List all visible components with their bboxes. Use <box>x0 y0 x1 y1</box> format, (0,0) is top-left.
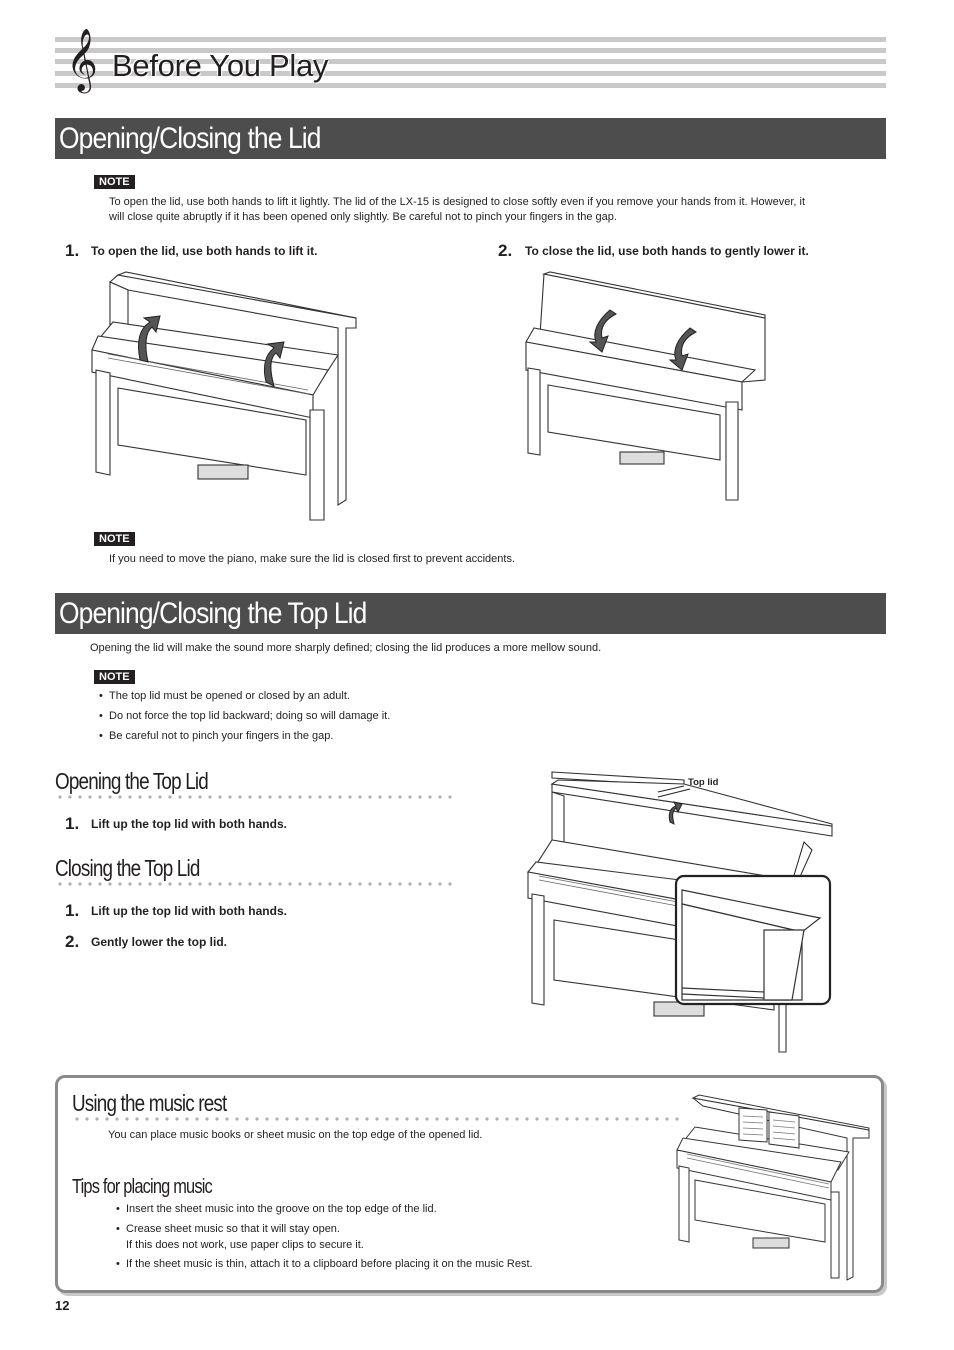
intro-text: Opening the lid will make the sound more sharply defined; closing the lid produces a more mellow sound. <box>90 642 602 654</box>
music-rest-heading: Using the music rest <box>72 1090 227 1116</box>
callout-label: Top lid <box>688 777 719 788</box>
step-number: 2. <box>498 241 513 260</box>
note-text: If you need to move the piano, make sure the lid is closed first to prevent accidents. <box>109 553 515 565</box>
note-bullet: • Do not force the top lid backward; doing so will damage it. <box>109 709 390 724</box>
step-text: To open the lid, use both hands to lift it. <box>91 244 318 258</box>
piano-top-lid-illustration <box>524 770 836 1055</box>
note-bullet: • Be careful not to pinch your fingers in the gap. <box>109 729 333 744</box>
tip-continuation: If this does not work, use paper clips to secure it. <box>126 1239 364 1251</box>
section-title: Opening/Closing the Top Lid <box>59 597 367 630</box>
step-text: To close the lid, use both hands to gently lower it. <box>525 244 809 258</box>
callout-leader-line <box>655 787 700 799</box>
note-badge: NOTE <box>94 532 135 546</box>
music-rest-intro: You can place music books or sheet music on the top edge of the opened lid. <box>108 1129 483 1141</box>
step-text: Gently lower the top lid. <box>91 935 228 949</box>
note-text-line: To open the lid, use both hands to lift it lightly. The lid of the LX-15 is designed to close softly even if you remove your hands from it. However, it <box>109 196 806 208</box>
tip-bullet: • Crease sheet music so that it will stay open. <box>126 1222 340 1237</box>
note-bullet: • The top lid must be opened or closed by an adult. <box>109 689 350 704</box>
piano-music-rest-illustration <box>673 1092 873 1282</box>
page-title: Before You Play <box>112 48 329 83</box>
section-heading-lid <box>55 118 886 159</box>
tips-heading: Tips for placing music <box>72 1176 212 1198</box>
treble-clef-icon: 𝄞 <box>66 28 98 91</box>
piano-lid-open-illustration <box>88 270 360 525</box>
section-heading-top-lid <box>55 593 886 634</box>
note-badge: NOTE <box>94 670 135 684</box>
step-number: 1. <box>65 241 80 260</box>
subheading-opening-top-lid: Opening the Top Lid <box>55 768 208 794</box>
step-number: 1. <box>65 901 80 920</box>
dotted-divider <box>72 1117 682 1121</box>
step-number: 2. <box>65 932 80 951</box>
page-number: 12 <box>55 1298 70 1313</box>
subheading-closing-top-lid: Closing the Top Lid <box>55 855 200 881</box>
dotted-divider <box>55 795 455 799</box>
tip-bullet: • Insert the sheet music into the groove on the top edge of the lid. <box>126 1202 437 1217</box>
note-text <box>109 195 879 225</box>
piano-lid-close-illustration <box>520 270 770 505</box>
note-text-line: will close quite abruptly if it has been opened only slightly. Be careful not to pinch your fingers in the gap. <box>109 211 617 223</box>
step-number: 1. <box>65 814 80 833</box>
dotted-divider <box>55 882 455 886</box>
step-text: Lift up the top lid with both hands. <box>91 817 287 831</box>
step-text: Lift up the top lid with both hands. <box>91 904 287 918</box>
note-badge: NOTE <box>94 175 135 189</box>
section-title: Opening/Closing the Lid <box>59 122 321 155</box>
tip-bullet: • If the sheet music is thin, attach it to a clipboard before placing it on the music Rest. <box>126 1257 533 1272</box>
